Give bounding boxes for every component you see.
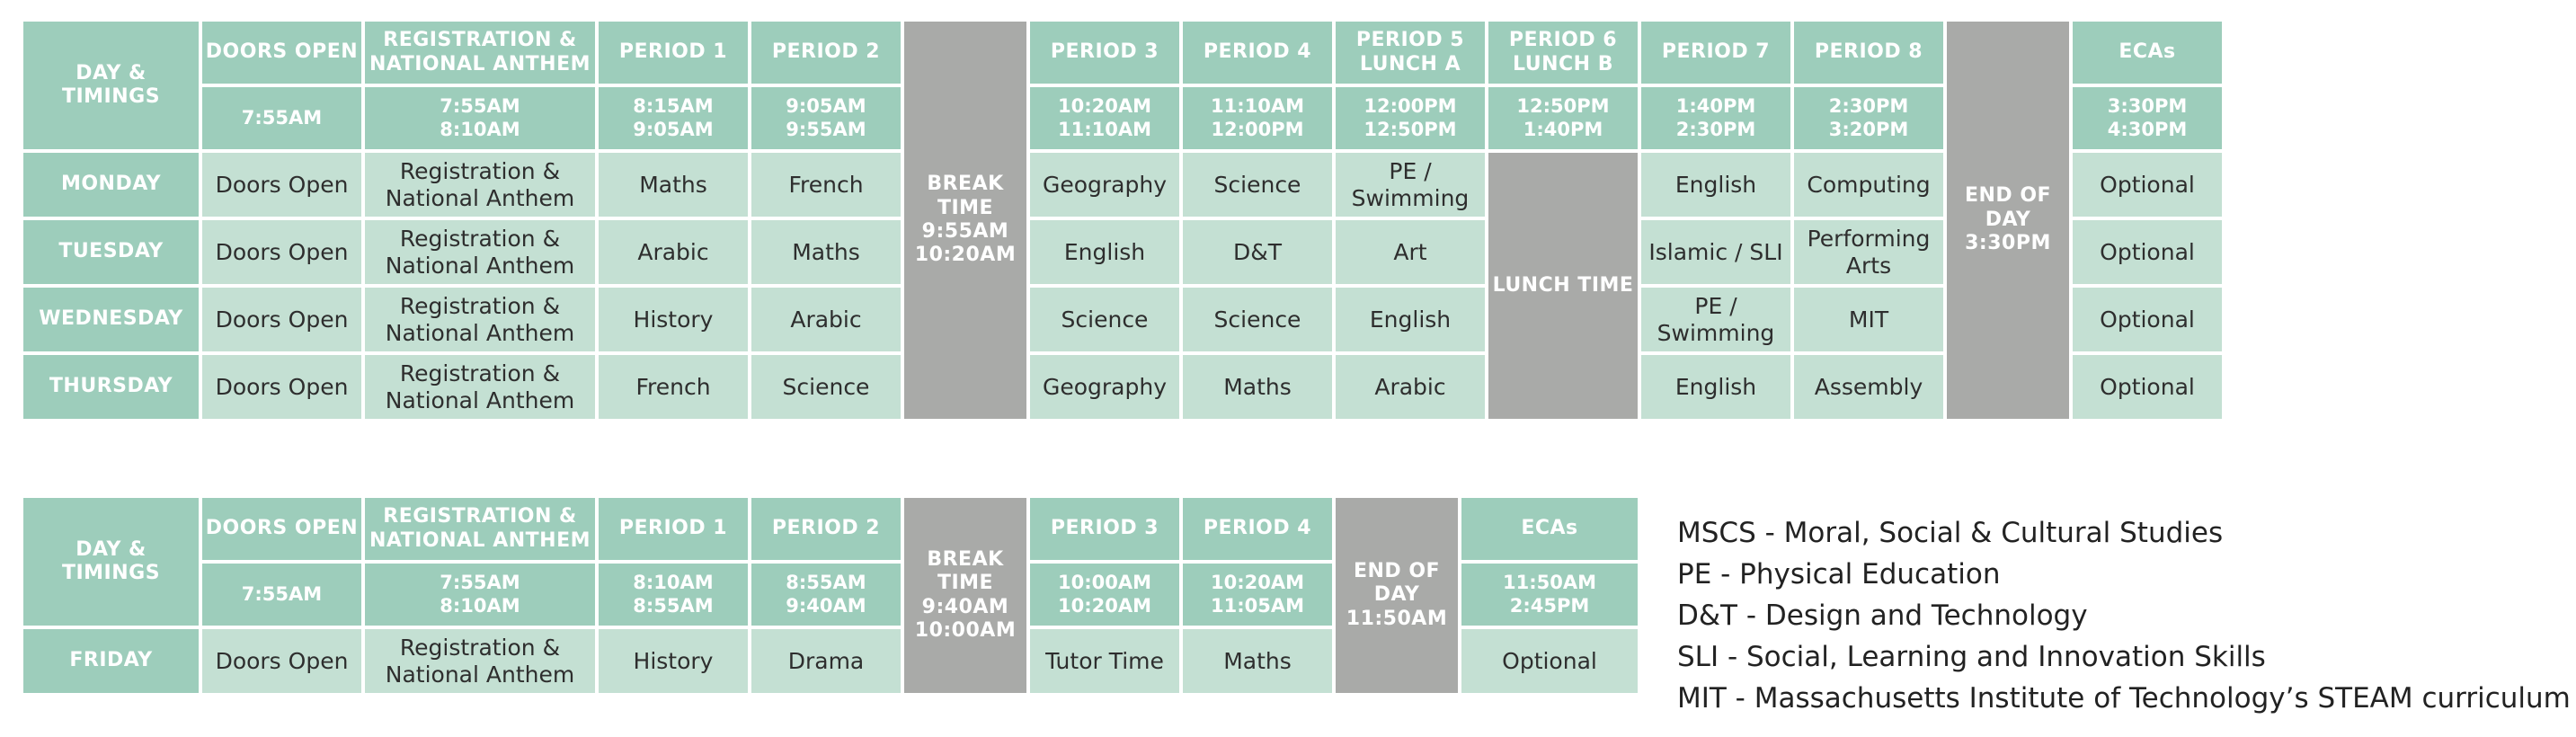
period-6-header: PERIOD 6 LUNCH B bbox=[1488, 22, 1638, 84]
day-label-wednesday: WEDNESDAY bbox=[23, 288, 199, 351]
registration-cell: Registration & National Anthem bbox=[365, 288, 595, 351]
period-8-time: 2:30PM 3:20PM bbox=[1794, 87, 1943, 149]
period-1-time: 8:15AM 9:05AM bbox=[599, 87, 748, 149]
break-time-block: BREAK TIME 9:40AM 10:00AM bbox=[904, 498, 1026, 693]
period-3-header: PERIOD 3 bbox=[1030, 22, 1179, 84]
registration-time: 7:55AM 8:10AM bbox=[365, 564, 595, 626]
ecas-header: ECAs bbox=[1461, 498, 1638, 560]
period-4-cell: Maths bbox=[1183, 355, 1332, 419]
period-2-time: 9:05AM 9:55AM bbox=[751, 87, 901, 149]
period-1-header: PERIOD 1 bbox=[599, 22, 748, 84]
day-timings-header: DAY & TIMINGS bbox=[23, 498, 199, 626]
ecas-cell: Optional bbox=[2073, 220, 2222, 284]
ecas-time: 3:30PM 4:30PM bbox=[2073, 87, 2222, 149]
period-8-cell: MIT bbox=[1794, 288, 1943, 351]
doors-open-cell: Doors Open bbox=[202, 288, 361, 351]
period-2-cell: Maths bbox=[751, 220, 901, 284]
day-timings-header: DAY & TIMINGS bbox=[23, 22, 199, 149]
doors-open-time: 7:55AM bbox=[202, 87, 361, 149]
period-3-cell: Tutor Time bbox=[1030, 629, 1179, 693]
period-2-time: 8:55AM 9:40AM bbox=[751, 564, 901, 626]
abbreviation-legend bbox=[1677, 512, 2571, 719]
ecas-cell: Optional bbox=[1461, 629, 1638, 693]
period-4-header: PERIOD 4 bbox=[1183, 22, 1332, 84]
ecas-time: 11:50AM 2:45PM bbox=[1461, 564, 1638, 626]
period-2-cell: Arabic bbox=[751, 288, 901, 351]
doors-open-time: 7:55AM bbox=[202, 564, 361, 626]
doors-open-cell: Doors Open bbox=[202, 153, 361, 217]
period-3-cell: Geography bbox=[1030, 153, 1179, 217]
ecas-cell: Optional bbox=[2073, 355, 2222, 419]
ecas-cell: Optional bbox=[2073, 153, 2222, 217]
break-time-block: BREAK TIME 9:55AM 10:20AM bbox=[904, 22, 1026, 419]
period-4-cell: Science bbox=[1183, 288, 1332, 351]
registration-header: REGISTRATION & NATIONAL ANTHEM bbox=[365, 498, 595, 560]
period-2-cell: Science bbox=[751, 355, 901, 419]
period-1-header: PERIOD 1 bbox=[599, 498, 748, 560]
registration-cell: Registration & National Anthem bbox=[365, 629, 595, 693]
period-7-cell: English bbox=[1641, 355, 1790, 419]
period-7-time: 1:40PM 2:30PM bbox=[1641, 87, 1790, 149]
period-3-time: 10:00AM 10:20AM bbox=[1030, 564, 1179, 626]
period-4-time: 11:10AM 12:00PM bbox=[1183, 87, 1332, 149]
registration-header: REGISTRATION & NATIONAL ANTHEM bbox=[365, 22, 595, 84]
period-1-cell: Arabic bbox=[599, 220, 748, 284]
legend-item-mscs: MSCS - Moral, Social & Cultural Studies bbox=[1677, 517, 2224, 549]
period-7-header: PERIOD 7 bbox=[1641, 22, 1790, 84]
header-row bbox=[23, 22, 2222, 84]
period-4-cell: Science bbox=[1183, 153, 1332, 217]
period-3-cell: English bbox=[1030, 220, 1179, 284]
period-8-cell: Assembly bbox=[1794, 355, 1943, 419]
legend-item-dt: D&T - Design and Technology bbox=[1677, 599, 2088, 632]
period-1-cell: French bbox=[599, 355, 748, 419]
period-5-time: 12:00PM 12:50PM bbox=[1336, 87, 1485, 149]
day-label-monday: MONDAY bbox=[23, 153, 199, 217]
registration-cell: Registration & National Anthem bbox=[365, 153, 595, 217]
period-7-cell: PE / Swimming bbox=[1641, 288, 1790, 351]
period-6-time: 12:50PM 1:40PM bbox=[1488, 87, 1638, 149]
ecas-header: ECAs bbox=[2073, 22, 2222, 84]
period-8-header: PERIOD 8 bbox=[1794, 22, 1943, 84]
period-4-time: 10:20AM 11:05AM bbox=[1183, 564, 1332, 626]
period-7-cell: Islamic / SLI bbox=[1641, 220, 1790, 284]
period-5-cell: PE / Swimming bbox=[1336, 153, 1485, 217]
registration-time: 7:55AM 8:10AM bbox=[365, 87, 595, 149]
period-4-header: PERIOD 4 bbox=[1183, 498, 1332, 560]
friday-timetable bbox=[20, 494, 1641, 697]
doors-open-header: DOORS OPEN bbox=[202, 498, 361, 560]
period-3-cell: Science bbox=[1030, 288, 1179, 351]
doors-open-cell: Doors Open bbox=[202, 355, 361, 419]
header-row bbox=[23, 498, 1638, 560]
table-row bbox=[23, 355, 2222, 419]
end-of-day-block: END OF DAY 3:30PM bbox=[1947, 22, 2069, 419]
period-1-time: 8:10AM 8:55AM bbox=[599, 564, 748, 626]
day-label-thursday: THURSDAY bbox=[23, 355, 199, 419]
period-7-cell: English bbox=[1641, 153, 1790, 217]
period-3-cell: Geography bbox=[1030, 355, 1179, 419]
period-2-cell: Drama bbox=[751, 629, 901, 693]
table-row bbox=[23, 153, 2222, 217]
period-4-cell: D&T bbox=[1183, 220, 1332, 284]
period-8-cell: Performing Arts bbox=[1794, 220, 1943, 284]
doors-open-header: DOORS OPEN bbox=[202, 22, 361, 84]
period-5-header: PERIOD 5 LUNCH A bbox=[1336, 22, 1485, 84]
weekday-timetable bbox=[20, 18, 2225, 422]
period-2-cell: French bbox=[751, 153, 901, 217]
period-1-cell: History bbox=[599, 288, 748, 351]
table-row bbox=[23, 220, 2222, 284]
legend-item-sli: SLI - Social, Learning and Innovation Skills bbox=[1677, 641, 2266, 673]
period-1-cell: History bbox=[599, 629, 748, 693]
period-3-time: 10:20AM 11:10AM bbox=[1030, 87, 1179, 149]
legend-item-mit: MIT - Massachusetts Institute of Technology’s STEAM curriculum bbox=[1677, 682, 2571, 715]
period-5-cell: Art bbox=[1336, 220, 1485, 284]
table-row bbox=[23, 288, 2222, 351]
registration-cell: Registration & National Anthem bbox=[365, 355, 595, 419]
times-row bbox=[23, 87, 2222, 149]
doors-open-cell: Doors Open bbox=[202, 220, 361, 284]
doors-open-cell: Doors Open bbox=[202, 629, 361, 693]
registration-cell: Registration & National Anthem bbox=[365, 220, 595, 284]
period-5-cell: Arabic bbox=[1336, 355, 1485, 419]
period-8-cell: Computing bbox=[1794, 153, 1943, 217]
legend-item-pe: PE - Physical Education bbox=[1677, 558, 2001, 590]
day-label-tuesday: TUESDAY bbox=[23, 220, 199, 284]
lunch-time-block: LUNCH TIME bbox=[1488, 153, 1638, 419]
day-label-friday: FRIDAY bbox=[23, 629, 199, 693]
period-2-header: PERIOD 2 bbox=[751, 22, 901, 84]
period-2-header: PERIOD 2 bbox=[751, 498, 901, 560]
period-4-cell: Maths bbox=[1183, 629, 1332, 693]
period-1-cell: Maths bbox=[599, 153, 748, 217]
ecas-cell: Optional bbox=[2073, 288, 2222, 351]
period-5-cell: English bbox=[1336, 288, 1485, 351]
end-of-day-block: END OF DAY 11:50AM bbox=[1336, 498, 1458, 693]
period-3-header: PERIOD 3 bbox=[1030, 498, 1179, 560]
